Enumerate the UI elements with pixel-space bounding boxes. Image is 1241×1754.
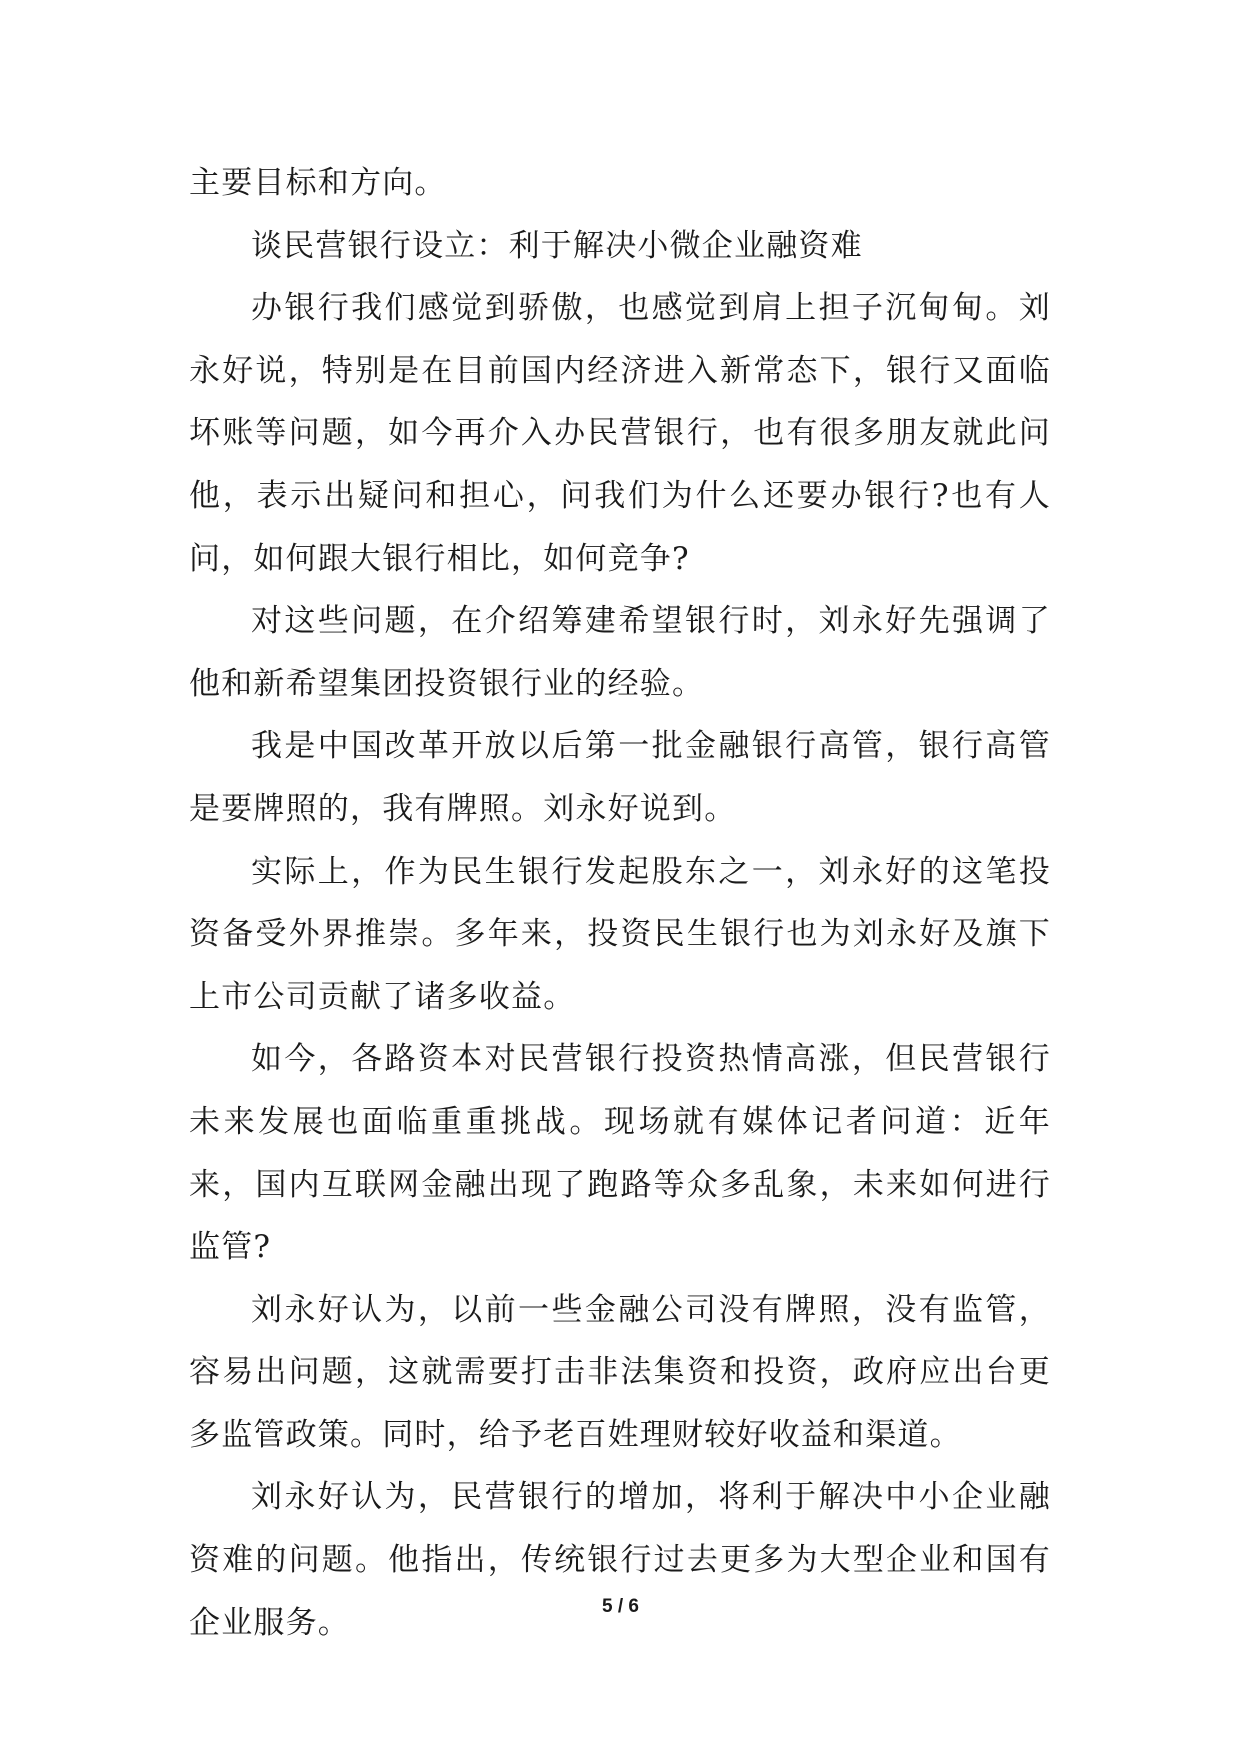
paragraph: 我是中国改革开放以后第一批金融银行高管，银行高管是要牌照的，我有牌照。刘永好说到。 [189, 728, 1051, 827]
paragraph: 如今，各路资本对民营银行投资热情高涨，但民营银行未来发展也面临重重挑战。现场就有媒体记者问道：近年来，国内互联网金融出现了跑路等众多乱象，未来如何进行监管? [189, 1041, 1051, 1266]
paragraph: 办银行我们感觉到骄傲，也感觉到肩上担子沉甸甸。刘永好说，特别是在目前国内经济进入新常态下，银行又面临坏账等问题，如今再介入办民营银行，也有很多朋友就此问他，表示出疑问和担心，问我们为什么还要办银行?也有人问，如何跟大银行相比，如何竞争? [189, 290, 1051, 577]
paragraph: 主要目标和方向。 [189, 165, 447, 201]
paragraph: 对这些问题，在介绍筹建希望银行时，刘永好先强调了他和新希望集团投资银行业的经验。 [189, 603, 1051, 702]
document-body [189, 152, 1051, 1654]
section-heading: 谈民营银行设立：利于解决小微企业融资难 [251, 227, 863, 264]
paragraph: 刘永好认为，以前一些金融公司没有牌照，没有监管，容易出问题，这就需要打击非法集资和投资，政府应出台更多监管政策。同时，给予老百姓理财较好收益和渠道。 [189, 1291, 1051, 1453]
paragraph: 刘永好认为，民营银行的增加，将利于解决中小企业融资难的问题。他指出，传统银行过去更多为大型企业和国有企业服务。 [189, 1479, 1051, 1641]
page-number: 5 / 6 [602, 1596, 639, 1617]
paragraph: 实际上，作为民生银行发起股东之一，刘永好的这笔投资备受外界推崇。多年来，投资民生银行也为刘永好及旗下上市公司贡献了诸多收益。 [189, 853, 1051, 1015]
